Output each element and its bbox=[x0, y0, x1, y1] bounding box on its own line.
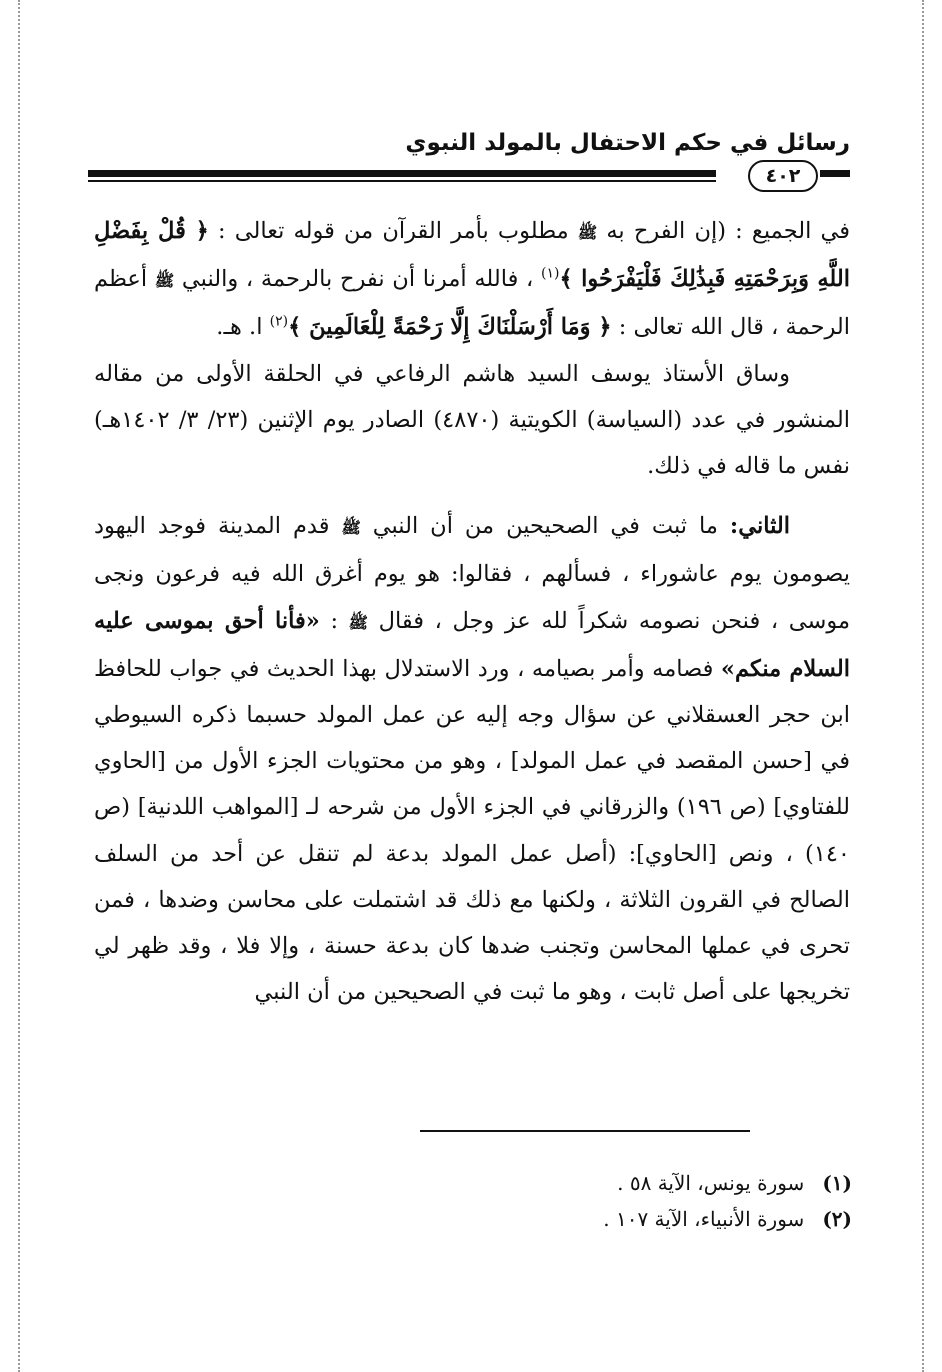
honorific-glyph: ﷺ bbox=[348, 612, 368, 632]
footnote-text: سورة يونس، الآية ٥٨ . bbox=[617, 1171, 805, 1195]
running-title: رسائل في حكم الاحتفال بالمولد النبوي bbox=[405, 130, 850, 156]
text-run: ، فالله أمرنا أن نفرح بالرحمة ، والنبي bbox=[174, 266, 542, 293]
footnote-number: (٢) bbox=[822, 1207, 852, 1231]
left-dotted-margin bbox=[18, 0, 20, 1372]
footnote-text: سورة الأنبياء، الآية ١٠٧ . bbox=[603, 1207, 805, 1231]
header-rule-band bbox=[88, 160, 850, 196]
right-dotted-margin bbox=[922, 0, 924, 1372]
text-run: في الجميع : (إن الفرح به bbox=[597, 218, 850, 244]
paragraph-3 bbox=[94, 503, 850, 1015]
text-run: ما ثبت في الصحيحين من أن النبي bbox=[360, 513, 730, 540]
text-run: : bbox=[319, 607, 349, 634]
header-rule-left-thin bbox=[88, 180, 716, 182]
footnote-2 bbox=[603, 1201, 852, 1237]
footnote-number: (١) bbox=[822, 1171, 852, 1195]
text-run: ا. هـ. bbox=[216, 314, 270, 341]
text-run: أعظم الرحمة ، قال الله تعالى : bbox=[94, 266, 850, 341]
header-rule-left bbox=[88, 170, 716, 177]
text-run: قدم المدينة فوجد اليهود يصومون يوم عاشوراء ، فسألهم ، فقالوا: هو يوم أغرق الله فيه فرعون ونجى موسى ، فنحن نصومه شكراً لله عز وجل ، فقال bbox=[94, 513, 850, 634]
body-text bbox=[94, 208, 850, 1015]
text-run: مطلوب بأمر القرآن من قوله تعالى : bbox=[208, 218, 578, 244]
footnote-ref-2: (٢) bbox=[269, 313, 289, 330]
honorific-glyph: ﷺ bbox=[577, 223, 598, 242]
quran-verse-2: ﴿ وَمَا أَرْسَلْنَاكَ إِلَّا رَحْمَةً لِلْعَالَمِينَ ﴾ bbox=[288, 314, 612, 341]
page-number: ٤٠٢ bbox=[748, 160, 818, 192]
footnote-separator bbox=[420, 1130, 750, 1132]
paragraph-2: وساق الأستاذ يوسف السيد هاشم الرفاعي في الحلقة الأولى من مقاله المنشور في عدد (السياسة) الكويتية (٤٨٧٠) الصادر يوم الإثنين (٢٣/ ٣/ ١٤٠٢هـ) نفس ما قاله في ذلك. bbox=[94, 360, 851, 480]
paragraph-1 bbox=[94, 208, 850, 351]
honorific-glyph: ﷺ bbox=[341, 518, 361, 538]
honorific-glyph: ﷺ bbox=[154, 271, 175, 291]
footnote-1 bbox=[603, 1165, 852, 1201]
hadith-quote: «فأنا أحق بموسى عليه السلام منكم» bbox=[94, 607, 850, 682]
footnotes bbox=[603, 1165, 852, 1237]
paragraph-lead: الثاني: bbox=[729, 513, 790, 540]
header-rule-right bbox=[820, 170, 850, 177]
quran-verse-1: ﴿ قُلْ بِفَضْلِ اللَّهِ وَبِرَحْمَتِهِ فَبِذَٰلِكَ فَلْيَفْرَحُوا ﴾ bbox=[94, 218, 850, 293]
text-run: فصامه وأمر بصيامه ، ورد الاستدلال بهذا الحديث في جواب للحافظ ابن حجر العسقلاني عن سؤال وجه إليه عن عمل المولد حسبما ذكره السيوطي في [حسن المقصد في عمل المولد] ، وهو من محتويات الجزء الأول من [الحاوي للفتاوي] (ص ١٩٦) والزرقاني في الجزء الأول من شرحه لـ [المواهب اللدنية] (ص ١٤٠) ، ونص [الحاوي]: (أصل عمل المولد بدعة لم تنقل عن أحد من السلف الصالح في القرون الثلاثة ، ولكنها مع ذلك قد اشتملت على محاسن وضدها ، فمن تحرى في عملها المحاسن وتجنب ضدها كان بدعة حسنة ، وإلا فلا ، وقد ظهر لي تخريجها على أصل ثابت ، وهو ما ثبت في الصحيحين من أن النبي bbox=[94, 655, 850, 1006]
footnote-ref-1: (١) bbox=[541, 265, 560, 282]
